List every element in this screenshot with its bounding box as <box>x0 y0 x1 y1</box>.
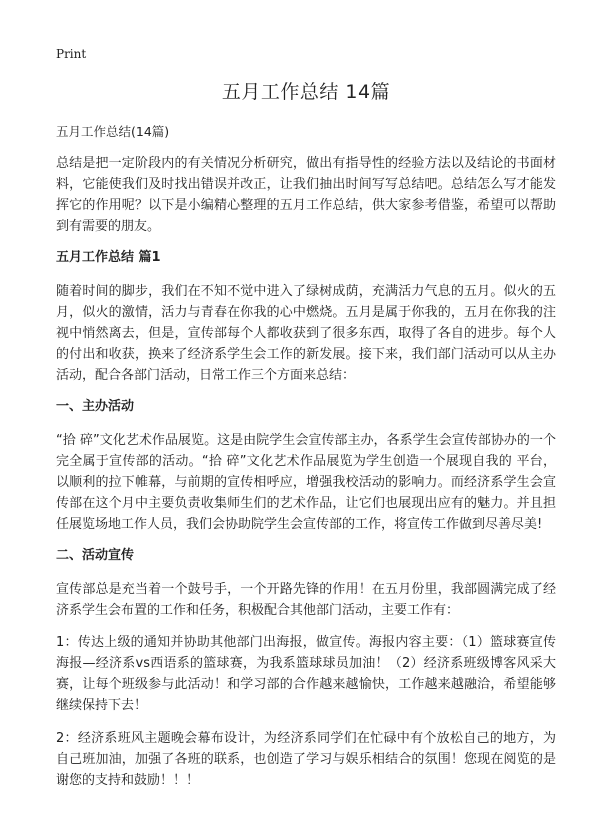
section-heading-publicity: 二、活动宣传 <box>56 548 135 563</box>
section-organize-paragraph: “拾 碎”文化艺术作品展览。这是由院学生会宣传部主办，各系学生会宣传部协办的一个完全属于宣传部的活动。“拾 碎”文化艺术作品展览为学生创造一个展现自我的 平台，以顺利的拉下帷幕，与前期的宣传相呼应，增强我校活动的影响力。而经济系学生会宣传部在这个月中主要负责收集师生们的艺术作品，让它们也展现出应有的魅力。并且担任展览场地工作人员，我们会协助院学生会宣传部的工作，将宣传工作做到尽善尽美! <box>56 433 556 532</box>
document-subtitle: 五月工作总结(14篇) <box>56 124 170 139</box>
section-publicity-paragraph: 宣传部总是充当着一个鼓号手，一个开路先锋的作用！在五月份里，我部圆满完成了经济系学生会布置的工作和任务，积极配合其他部门活动，主要工作有： <box>56 582 556 618</box>
page-title: 五月工作总结 14篇 <box>221 81 391 103</box>
article-intro-paragraph: 随着时间的脚步，我们在不知不觉中进入了绿树成荫，充满活力气息的五月。似火的五月，似火的激情，活力与青春在你我的心中燃烧。五月是属于你我的，五月在你我的注视中悄然离去，但是，宣传部每个人都收获到了很多东西，取得了各自的进步。每个人的付出和收获，换来了经济系学生会工作的新发展。接下来，我们部门活动可以从主办活动，配合各部门活动，日常工作三个方面来总结： <box>56 284 556 383</box>
list-item: 1：传达上级的通知并协助其他部门出海报，做宣传。海报内容主要：（1）篮球赛宣传海报—经济系vs西语系的篮球赛，为我系篮球球员加油！（2）经济系班级博客风采大赛，让每个班级参与此活动！和学习部的合作越来越愉快，工作越来越融洽，希望能够继续保持下去！ <box>56 635 556 713</box>
list-item: 2：经济系班风主题晚会幕布设计，为经济系同学们在忙碌中有个放松自己的地方，为自己班加油，加强了各班的联系，也创造了学习与娱乐相结合的氛围！您现在阅览的是谢您的支持和鼓励！！！ <box>56 731 556 788</box>
document-body <box>56 78 556 803</box>
print-link[interactable]: Print <box>56 47 87 61</box>
article-heading: 五月工作总结 篇1 <box>56 250 161 265</box>
intro-paragraph: 总结是把一定阶段内的有关情况分析研究，做出有指导性的经验方法以及结论的书面材料，它能使我们及时找出错误并改正，让我们抽出时间写写总结吧。总结怎么写才能发挥它的作用呢？以下是小编精心整理的五月工作总结，供大家参考借鉴，希望可以帮助到有需要的朋友。 <box>56 156 556 234</box>
section-heading-organize: 一、主办活动 <box>56 399 135 414</box>
